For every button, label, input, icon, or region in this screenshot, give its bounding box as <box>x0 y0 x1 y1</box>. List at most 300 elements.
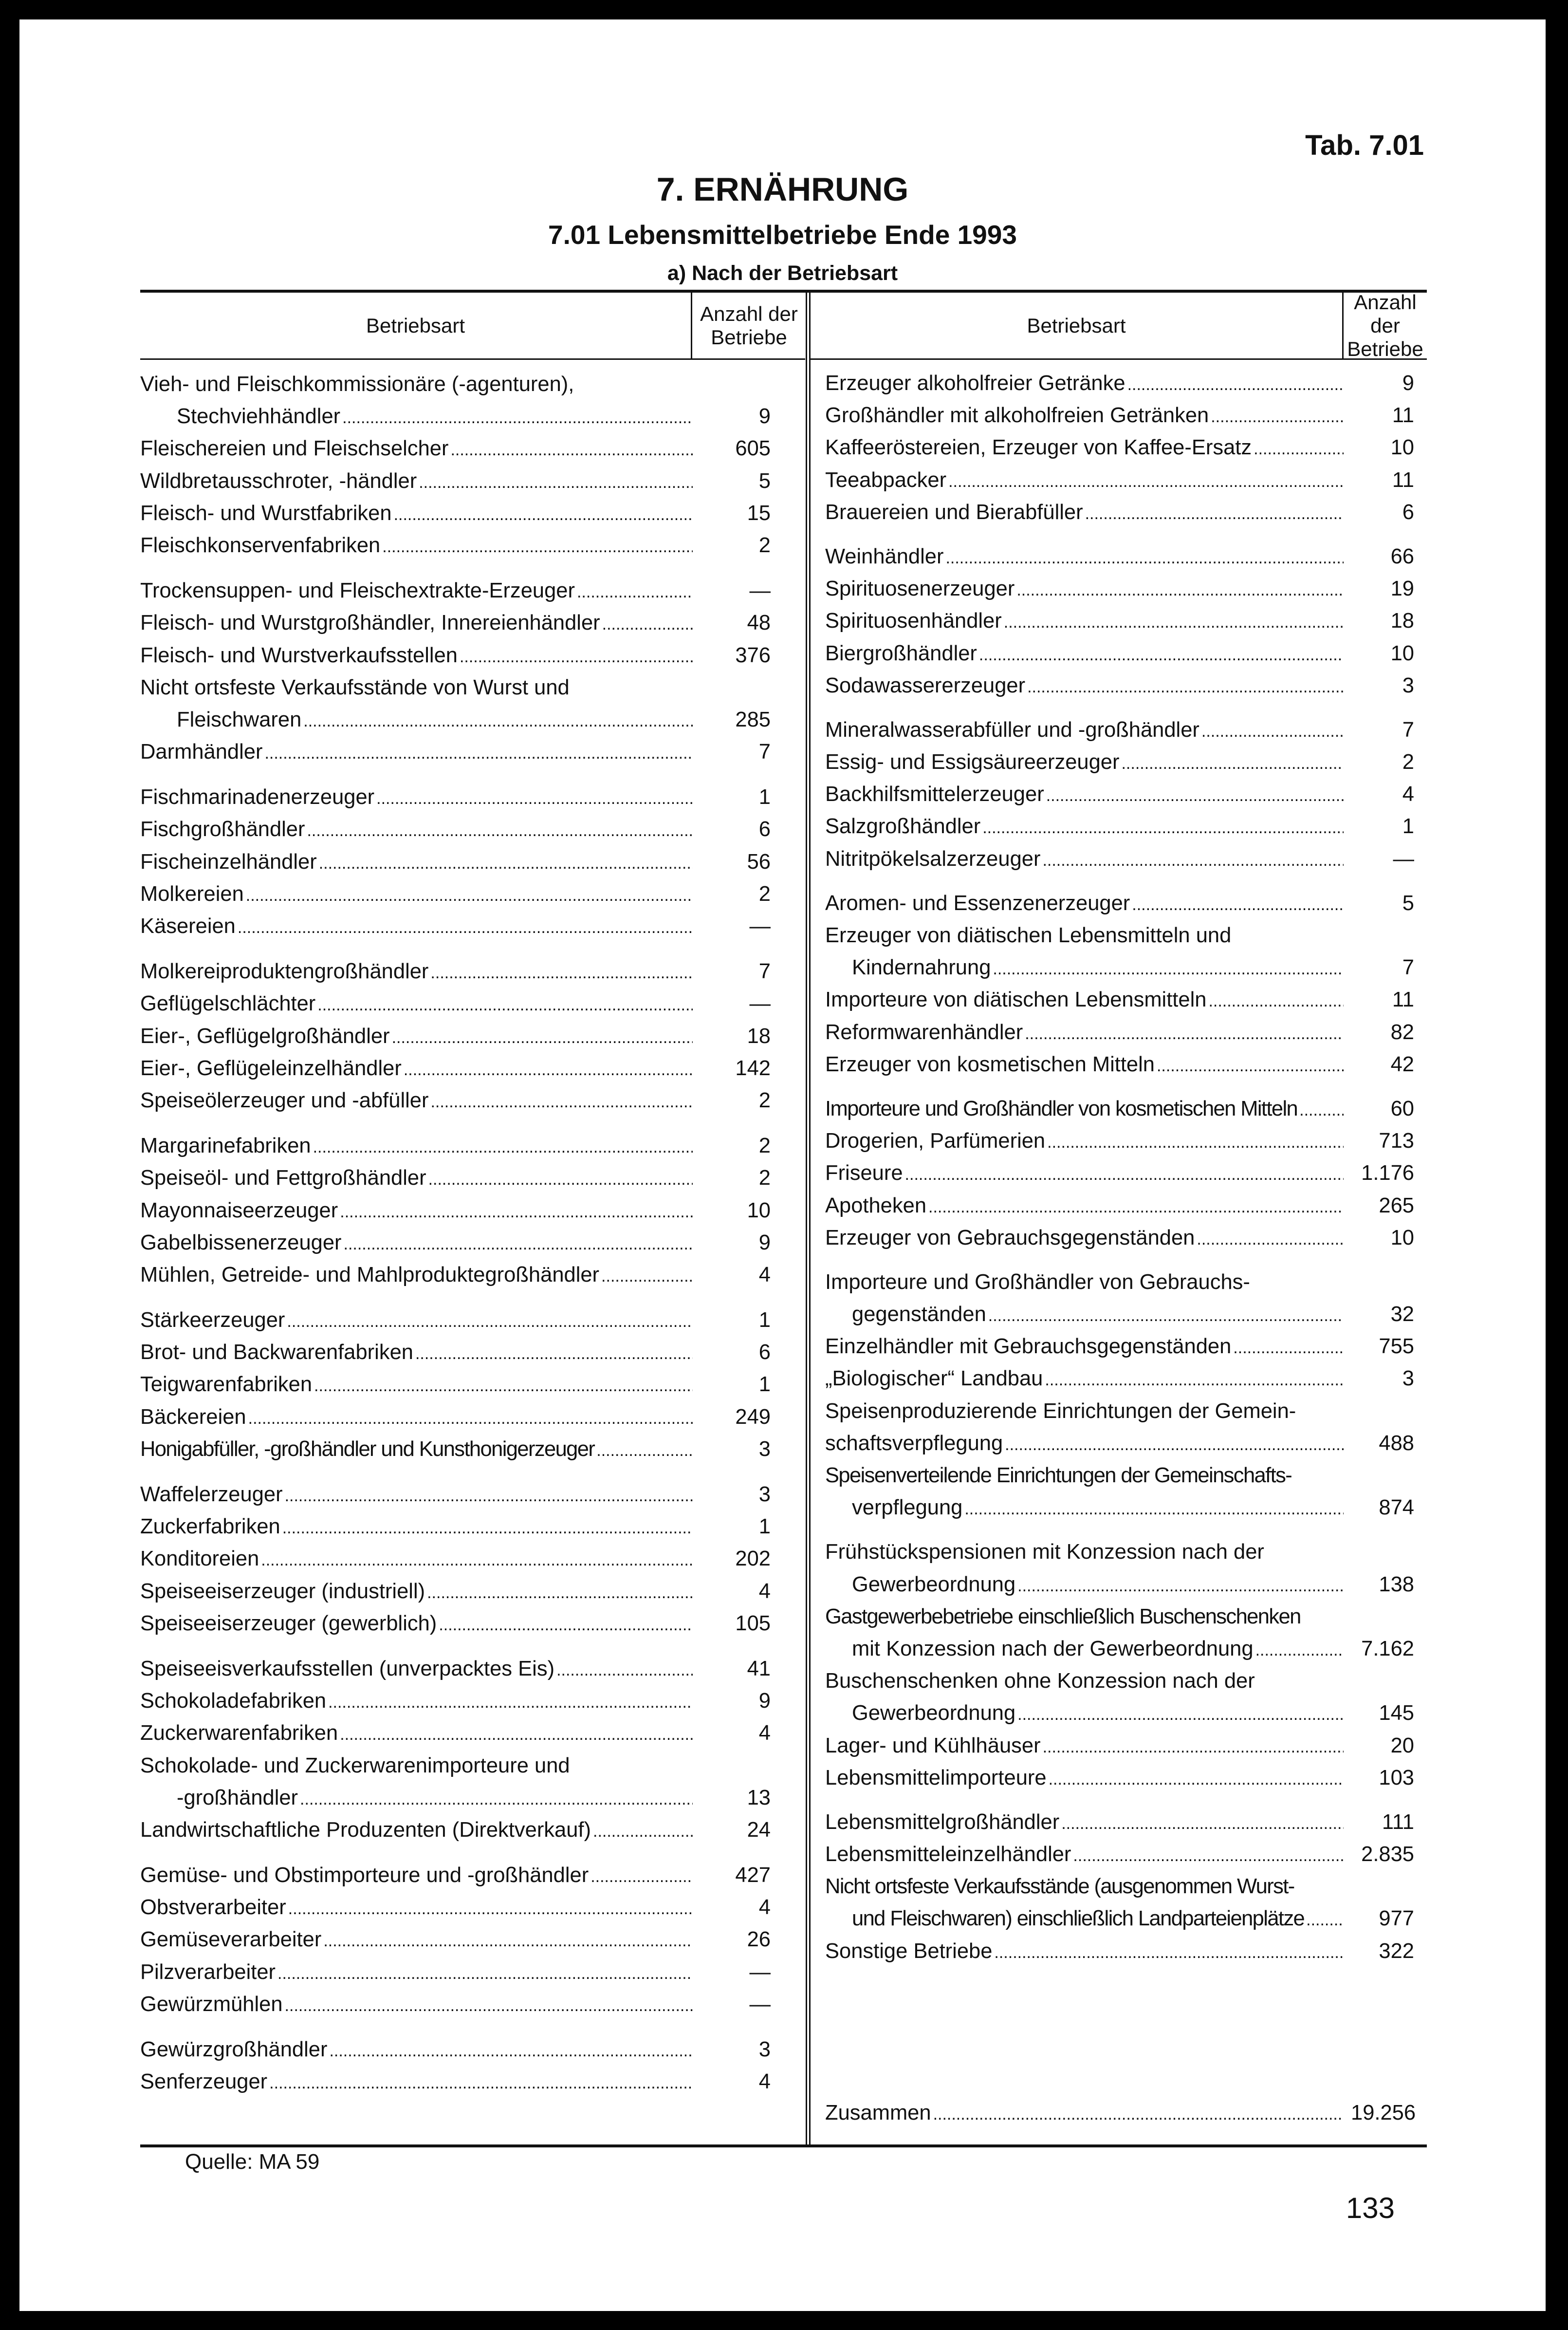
table-row <box>140 708 806 740</box>
row-label-cell <box>825 545 1344 569</box>
row-value: 2 <box>758 1134 771 1158</box>
row-label-cell <box>140 818 693 841</box>
row-label-cell <box>140 1166 693 1190</box>
row-label: Stärkeerzeuger <box>140 1308 285 1332</box>
leader-dots <box>1073 1846 1344 1865</box>
row-label: und Fleischwaren) einschließlich Landparteienplätze <box>852 1907 1305 1931</box>
row-value: 7 <box>758 960 771 984</box>
header-anzahl-line1: Anzahl der <box>700 302 798 325</box>
statistics-table <box>140 290 1427 2147</box>
row-label-cell <box>140 1057 693 1081</box>
table-row <box>825 1335 1414 1367</box>
row-label-cell <box>140 1231 693 1255</box>
leader-dots <box>248 1409 693 1428</box>
leader-dots <box>1132 895 1344 914</box>
row-label: Fleisch- und Wurstgroßhändler, Innereienhändler <box>140 611 600 635</box>
row-label-cell <box>825 1399 1344 1423</box>
table-row <box>140 960 806 992</box>
leader-dots <box>1017 1577 1344 1596</box>
leader-dots <box>317 996 693 1015</box>
leader-dots <box>287 1312 693 1331</box>
row-label-cell <box>140 1547 693 1571</box>
row-value: 2 <box>1402 750 1414 774</box>
row-label: -großhändler <box>177 1786 298 1809</box>
row-value: 60 <box>1390 1097 1414 1120</box>
row-value: 82 <box>1390 1020 1414 1044</box>
row-label-cell <box>825 1540 1344 1564</box>
row-label: Margarinefabriken <box>140 1134 311 1158</box>
row-label-cell <box>140 644 693 668</box>
row-label: Gewerbeordnung <box>852 1701 1016 1725</box>
row-value: 2 <box>758 1088 771 1112</box>
table-row <box>140 850 806 882</box>
row-value: — <box>749 579 771 603</box>
table-row <box>825 1464 1414 1496</box>
leader-dots <box>1042 851 1344 870</box>
row-label-cell <box>825 988 1344 1012</box>
row-label-cell <box>825 1097 1344 1121</box>
row-value: 18 <box>747 1024 771 1048</box>
row-label: Geflügelschlächter <box>140 992 316 1016</box>
row-value: 10 <box>747 1198 771 1222</box>
row-value: 103 <box>1379 1766 1414 1789</box>
row-label: Lebensmittelimporteure <box>825 1766 1047 1789</box>
leader-dots <box>1121 754 1344 773</box>
row-label-cell <box>140 882 693 906</box>
leader-dots <box>285 1487 693 1506</box>
row-label-cell <box>140 992 693 1016</box>
table-row <box>825 436 1414 468</box>
leader-dots <box>988 1306 1344 1325</box>
row-label-cell <box>177 708 693 732</box>
table-row <box>140 1166 806 1198</box>
table-row <box>140 1612 806 1644</box>
row-label: Speiseölerzeuger und -abfüller <box>140 1088 429 1112</box>
row-label-cell <box>140 502 693 525</box>
table-row <box>825 847 1414 879</box>
row-label-cell <box>825 1129 1344 1153</box>
row-label-cell <box>140 960 693 984</box>
row-label-cell <box>825 436 1344 460</box>
row-label-cell <box>825 847 1344 871</box>
row-value: 66 <box>1390 544 1414 568</box>
row-label: Gewürzgroßhändler <box>140 2038 328 2061</box>
row-label-cell <box>825 609 1344 633</box>
leader-dots <box>303 712 693 731</box>
table-row <box>140 502 806 534</box>
row-label-cell <box>140 914 693 938</box>
row-label-cell <box>825 1939 1344 1963</box>
row-value: 138 <box>1379 1572 1414 1596</box>
row-label-cell <box>825 1021 1344 1044</box>
row-value: 9 <box>758 1689 771 1713</box>
row-value: 20 <box>1390 1734 1414 1757</box>
row-label-cell <box>140 1308 693 1332</box>
header-betriebsart-text: Betriebsart <box>366 314 465 337</box>
row-label: Waffelerzeuger <box>140 1483 283 1506</box>
leader-dots <box>1211 408 1344 427</box>
table-row <box>140 437 806 469</box>
table-row <box>825 1637 1414 1669</box>
leader-dots <box>285 1996 693 2015</box>
table-row <box>825 892 1414 924</box>
leader-dots <box>428 1170 693 1189</box>
leader-dots <box>329 2042 693 2061</box>
row-label: Brot- und Backwarenfabriken <box>140 1341 413 1364</box>
leader-dots <box>427 1584 693 1603</box>
row-label-cell <box>825 924 1344 948</box>
row-label-cell <box>825 1161 1344 1185</box>
row-label-cell <box>140 1657 693 1681</box>
row-label: Nitritpökelsalzerzeuger <box>825 847 1041 871</box>
row-label: Essig- und Essigsäureerzeuger <box>825 750 1120 774</box>
row-label: Eier-, Geflügeleinzelhändler <box>140 1056 402 1080</box>
leader-dots <box>948 472 1344 491</box>
row-label-cell <box>825 1810 1344 1834</box>
leader-dots <box>1004 613 1344 632</box>
table-row <box>140 1263 806 1295</box>
leader-dots <box>376 789 693 808</box>
table-row <box>825 1907 1414 1939</box>
row-value: 755 <box>1379 1335 1414 1359</box>
row-label-cell <box>140 850 693 874</box>
row-label: Nicht ortsfeste Verkaufsstände (ausgenommen Wurst- <box>825 1875 1294 1899</box>
table-row <box>825 1540 1414 1572</box>
row-value: 1.176 <box>1361 1161 1414 1185</box>
row-label: Schokolade- und Zuckerwarenimporteure und <box>140 1753 570 1777</box>
leader-dots <box>328 1693 693 1712</box>
leader-dots <box>288 1900 693 1919</box>
page-number: 133 <box>1346 2192 1395 2224</box>
table-row <box>825 1194 1414 1226</box>
row-label-cell <box>825 1875 1344 1899</box>
row-label: „Biologischer“ Landbau <box>825 1367 1043 1391</box>
row-label-cell <box>140 1580 693 1603</box>
row-label: Teeabpacker <box>825 468 947 492</box>
row-value: 15 <box>747 501 771 525</box>
leader-dots <box>340 1203 693 1222</box>
row-label: gegenständen <box>852 1303 986 1326</box>
row-value: 7 <box>1402 718 1414 742</box>
leader-dots <box>556 1661 693 1680</box>
header-rule-right <box>810 358 1427 360</box>
row-label: Pilzverarbeiter <box>140 1960 276 1984</box>
row-label: Erzeuger von diätischen Lebensmitteln und <box>825 924 1232 947</box>
table-row <box>825 956 1414 988</box>
row-label-cell <box>140 1199 693 1223</box>
document-page <box>19 19 1546 2311</box>
leader-dots <box>602 615 693 634</box>
row-label-cell <box>825 1766 1344 1790</box>
table-row <box>825 577 1414 609</box>
row-label: verpflegung <box>852 1496 963 1520</box>
row-label: Trockensuppen- und Fleischextrakte-Erzeuger <box>140 579 575 603</box>
row-value: 1 <box>758 785 771 809</box>
leader-dots <box>307 821 693 840</box>
row-value: 41 <box>747 1657 771 1680</box>
row-label-cell <box>852 1573 1344 1597</box>
table-row <box>825 1303 1414 1335</box>
header-anzahl-line2: Betriebe <box>711 325 787 349</box>
row-value: 10 <box>1390 641 1414 665</box>
leader-dots <box>1005 1435 1344 1454</box>
row-label-cell <box>140 1483 693 1507</box>
table-row <box>140 1864 806 1896</box>
row-label: Bäckereien <box>140 1405 246 1429</box>
row-value: 3 <box>1402 673 1414 697</box>
row-label: Importeure und Großhändler von kosmetischen Mitteln <box>825 1097 1298 1120</box>
row-label: Speisenverteilende Einrichtungen der Gemeinschafts- <box>825 1464 1292 1487</box>
leader-dots <box>1043 1738 1344 1757</box>
row-label: Mineralwasserabfüller und -großhändler <box>825 718 1199 742</box>
row-label: Importeure und Großhändler von Gebrauchs- <box>825 1270 1250 1294</box>
row-label: Lebensmittelgroßhändler <box>825 1810 1060 1834</box>
row-label: Speiseöl- und Fettgroßhändler <box>140 1166 426 1190</box>
row-value: 7.162 <box>1361 1637 1414 1660</box>
row-value: 4 <box>1402 783 1414 806</box>
leader-dots <box>313 1138 693 1157</box>
total-row-wrap <box>825 2101 1414 2134</box>
row-label: Nicht ortsfeste Verkaufsstände von Wurst und <box>140 675 570 699</box>
row-label-cell <box>825 892 1344 915</box>
row-label-cell <box>825 1335 1344 1359</box>
row-label-cell <box>140 1089 693 1113</box>
row-value: 3 <box>758 1437 771 1461</box>
leader-dots <box>1049 1770 1344 1789</box>
leader-dots <box>419 473 693 492</box>
header-anzahl-line1: Anzahl der <box>1354 290 1417 337</box>
row-label: Frühstückspensionen mit Konzession nach der <box>825 1540 1264 1564</box>
row-label-cell <box>825 1605 1344 1629</box>
row-label-cell <box>825 372 1344 395</box>
leader-dots <box>300 1790 693 1809</box>
table-row <box>140 1057 806 1089</box>
row-value: 2.835 <box>1361 1843 1414 1866</box>
table-row <box>140 534 806 566</box>
row-label: Gewürzmühlen <box>140 1992 283 2016</box>
row-value: 7 <box>758 740 771 764</box>
leader-dots <box>342 409 693 428</box>
row-value: 48 <box>747 611 771 635</box>
row-label-cell <box>825 468 1344 492</box>
row-value: 4 <box>758 1896 771 1920</box>
row-value: 1 <box>1402 815 1414 839</box>
center-divider-2 <box>809 293 811 2147</box>
row-label-cell <box>140 1993 693 2016</box>
row-value: 4 <box>758 1721 771 1745</box>
row-label-cell <box>825 783 1344 806</box>
table-row <box>825 1810 1414 1843</box>
row-label-cell <box>177 405 693 429</box>
leader-dots <box>590 1867 693 1886</box>
header-betriebsart-text: Betriebsart <box>1027 314 1126 337</box>
row-label: Lager- und Kühlhäuser <box>825 1734 1041 1757</box>
row-label-cell <box>140 785 693 809</box>
row-label: Erzeuger alkoholfreier Getränke <box>825 372 1125 395</box>
table-row <box>825 404 1414 436</box>
table-row <box>140 1483 806 1515</box>
table-row <box>140 1721 806 1753</box>
row-value: 3 <box>1402 1367 1414 1391</box>
row-label-cell <box>825 1432 1344 1455</box>
table-row <box>140 1928 806 1960</box>
row-label: Aromen- und Essenzenerzeuger <box>825 891 1130 915</box>
row-value: 32 <box>1390 1303 1414 1326</box>
row-label: Landwirtschaftliche Produzenten (Direktverkauf) <box>140 1818 591 1842</box>
row-value: — <box>749 1960 771 1984</box>
table-row <box>825 1766 1414 1798</box>
row-label: Speiseeisverkaufsstellen (unverpacktes Eis) <box>140 1657 555 1680</box>
row-value: 42 <box>1390 1052 1414 1076</box>
header-anzahl-left <box>692 293 806 358</box>
row-label-cell <box>140 1515 693 1539</box>
leader-dots <box>382 538 693 557</box>
row-value: 874 <box>1379 1496 1414 1520</box>
leader-dots <box>1233 1339 1344 1358</box>
row-value: 145 <box>1379 1701 1414 1725</box>
leader-dots <box>979 646 1344 665</box>
row-label: Biergroßhändler <box>825 641 977 665</box>
table-row <box>825 750 1414 783</box>
table-row <box>140 1134 806 1166</box>
leader-dots <box>1016 581 1344 600</box>
row-label: Senferzeuger <box>140 2070 268 2094</box>
leader-dots <box>993 960 1344 979</box>
row-value: 19 <box>1390 577 1414 601</box>
row-value: 11 <box>1392 468 1414 492</box>
table-row <box>140 914 806 947</box>
header-betriebsart-right <box>811 293 1342 358</box>
row-label-cell <box>825 1226 1344 1250</box>
row-label-cell <box>825 718 1344 742</box>
leader-dots <box>404 1061 693 1080</box>
table-row <box>140 2070 806 2102</box>
row-value: — <box>1393 847 1414 871</box>
row-label: Fischmarinadenerzeuger <box>140 785 375 809</box>
table-row <box>825 1399 1414 1432</box>
total-row <box>825 2101 1414 2134</box>
leader-dots <box>1157 1057 1344 1076</box>
row-label: Speisenproduzierende Einrichtungen der Gemein- <box>825 1399 1296 1423</box>
leader-dots <box>1208 992 1344 1011</box>
leader-dots <box>430 1093 693 1112</box>
table-row <box>140 1437 806 1470</box>
row-value: — <box>749 1992 771 2016</box>
table-row <box>825 1053 1414 1085</box>
leader-dots <box>277 1964 693 1983</box>
leader-dots <box>1045 1371 1344 1390</box>
row-label: Erzeuger von Gebrauchsgegenständen <box>825 1226 1195 1249</box>
row-label: Erzeuger von kosmetischen Mitteln <box>825 1052 1155 1076</box>
leader-dots <box>1027 678 1344 697</box>
header-rule-left <box>140 358 805 360</box>
row-label-cell <box>140 534 693 558</box>
row-label: Gemüseverarbeiter <box>140 1928 322 1952</box>
leader-dots <box>1201 722 1344 741</box>
table-row <box>825 609 1414 641</box>
leader-dots <box>323 1932 693 1951</box>
table-row <box>825 468 1414 501</box>
table-row <box>825 1097 1414 1129</box>
row-value: 11 <box>1392 988 1414 1012</box>
leader-dots <box>1306 1911 1344 1930</box>
row-label-cell <box>140 1134 693 1158</box>
row-label-cell <box>852 956 1344 980</box>
leader-dots <box>344 1235 693 1254</box>
row-label-cell <box>140 676 693 700</box>
leader-dots <box>439 1616 693 1635</box>
row-label-cell <box>852 1907 1344 1931</box>
row-label: Gemüse- und Obstimporteure und -großhändler <box>140 1864 589 1887</box>
leader-dots <box>392 1028 693 1047</box>
row-label: Zuckerfabriken <box>140 1515 280 1539</box>
leader-dots <box>264 744 693 763</box>
row-value: 10 <box>1390 436 1414 460</box>
table-row <box>140 1993 806 2025</box>
row-value: 111 <box>1382 1810 1414 1834</box>
table-row <box>140 992 806 1024</box>
row-label: Gastgewerbebetriebe einschließlich Buschenschenken <box>825 1604 1301 1628</box>
row-value: — <box>749 992 771 1016</box>
row-label-cell <box>825 674 1344 698</box>
row-value: 488 <box>1379 1431 1414 1455</box>
row-label-cell <box>825 1734 1344 1758</box>
leader-dots <box>314 1377 693 1396</box>
center-divider <box>806 293 807 2147</box>
row-label-cell <box>140 1689 693 1713</box>
row-label: Fleisch- und Wurstverkaufsstellen <box>140 643 458 667</box>
table-row <box>140 611 806 643</box>
leader-dots <box>1047 1133 1344 1152</box>
row-label: mit Konzession nach der Gewerbeordnung <box>852 1637 1254 1660</box>
row-label: Fleischkonservenfabriken <box>140 533 381 557</box>
table-row <box>825 1734 1414 1766</box>
row-label: Friseure <box>825 1161 903 1185</box>
row-label: Wildbretausschroter, -händler <box>140 469 417 493</box>
leader-dots <box>1061 1814 1344 1833</box>
row-label-cell <box>825 1270 1344 1294</box>
leader-dots <box>238 918 693 937</box>
row-value: 10 <box>1390 1226 1414 1249</box>
row-label: Buschenschenken ohne Konzession nach der <box>825 1669 1255 1693</box>
row-label-cell <box>825 501 1344 524</box>
row-label-cell <box>140 611 693 635</box>
row-label-cell <box>825 1194 1344 1218</box>
leader-dots <box>994 1943 1344 1962</box>
row-value: 2 <box>758 1166 771 1190</box>
source-note: Quelle: MA 59 <box>185 2150 320 2174</box>
row-label-cell <box>140 1721 693 1745</box>
row-label-cell <box>825 1464 1344 1488</box>
row-label: Kaffeeröstereien, Erzeuger von Kaffee-Ersatz <box>825 436 1252 460</box>
leader-dots <box>340 1725 693 1744</box>
row-value: 376 <box>735 643 771 667</box>
row-value: 713 <box>1379 1129 1414 1153</box>
table-row <box>140 1199 806 1231</box>
row-label: Mayonnaiseerzeuger <box>140 1198 338 1222</box>
table-row <box>140 1515 806 1547</box>
leader-dots <box>246 886 693 905</box>
row-label: Honigabfüller, -großhändler und Kunsthonigerzeuger <box>140 1437 595 1461</box>
header-anzahl-line2: Betriebe <box>1347 337 1423 360</box>
row-value: 7 <box>1402 956 1414 980</box>
total-value: 19.256 <box>1351 2101 1416 2125</box>
leader-dots <box>261 1551 693 1570</box>
row-label: Weinhändler <box>825 544 944 568</box>
row-label-cell <box>825 642 1344 666</box>
row-value: 249 <box>735 1405 771 1429</box>
row-value: 18 <box>1390 609 1414 633</box>
